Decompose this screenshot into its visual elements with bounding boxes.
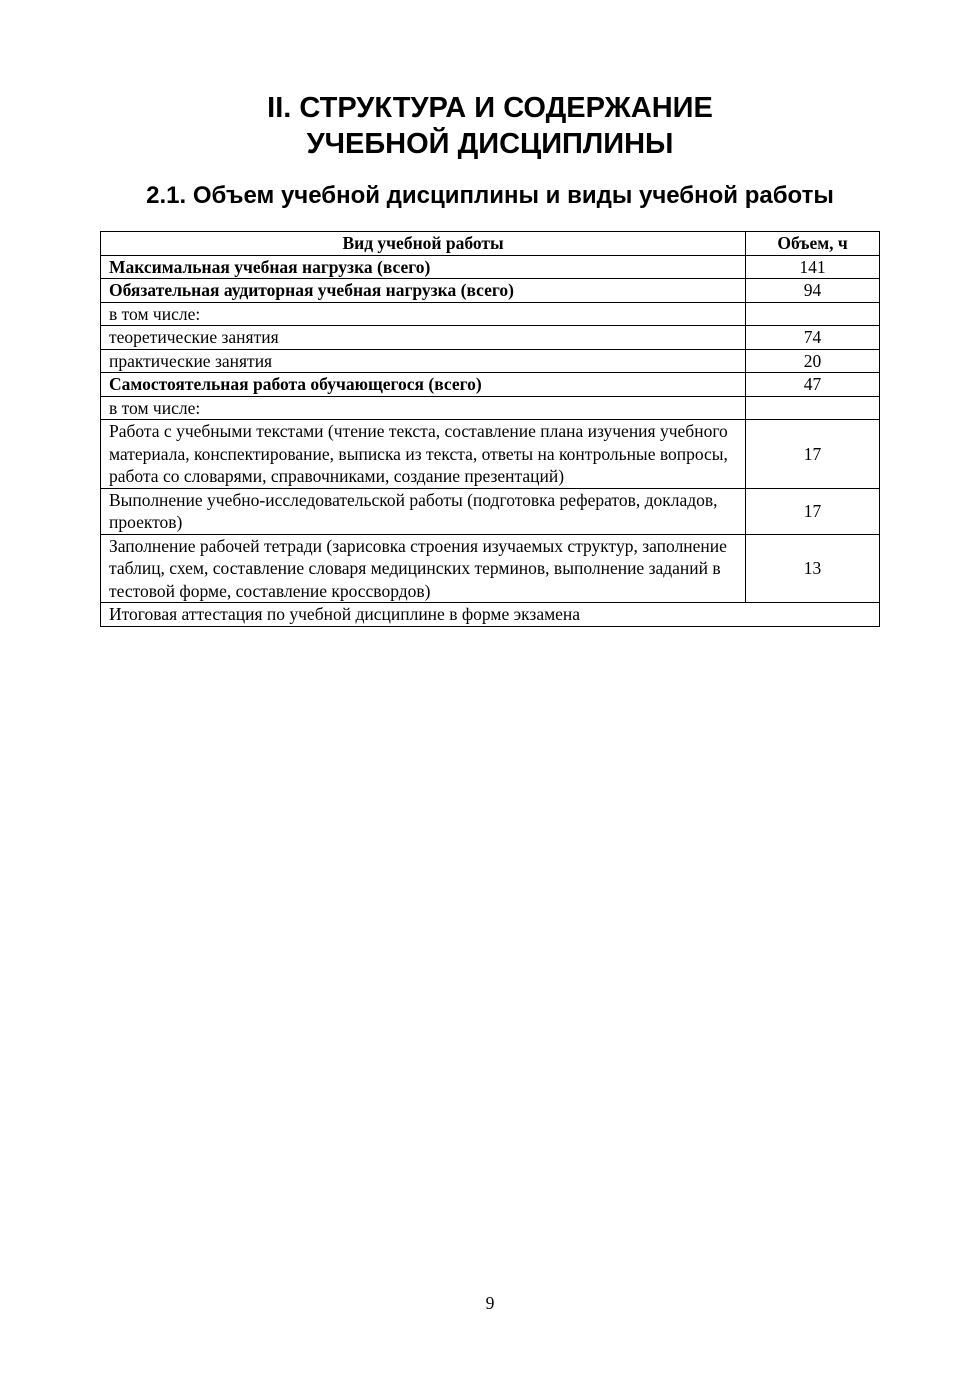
table-row [101,373,880,397]
row-label: Обязательная аудиторная учебная нагрузка (всего) [101,279,746,303]
header-hours: Объем, ч [746,232,880,256]
row-label: Работа с учебными текстами (чтение текста, составление плана изучения учебного материала, конспектирование, выписка из текста, ответы на контрольные вопросы, работа со словарями, справочниками, создание презентаций) [101,420,746,489]
table-row [101,488,880,534]
row-value [746,302,880,326]
row-value: 13 [746,534,880,603]
table-row [101,396,880,420]
row-value: 141 [746,255,880,279]
section-title [0,90,980,162]
subsection-title: 2.1. Объем учебной дисциплины и виды учебной работы [146,182,834,209]
row-label: Заполнение рабочей тетради (зарисовка строения изучаемых структур, заполнение таблиц, схем, составление словаря медицинских терминов, выполнение заданий в тестовой форме, составление кроссвордов) [101,534,746,603]
table-row [101,534,880,603]
row-value: 47 [746,373,880,397]
row-label: Максимальная учебная нагрузка (всего) [101,255,746,279]
final-assessment-row [101,603,880,627]
row-value: 17 [746,420,880,489]
workload-table [100,231,880,627]
final-assessment-label: Итоговая аттестация по учебной дисциплине в форме экзамена [101,603,880,627]
table-row [101,349,880,373]
section-title-line-1: II. СТРУКТУРА И СОДЕРЖАНИЕ [267,92,713,124]
table-row [101,326,880,350]
table-row [101,279,880,303]
row-value [746,396,880,420]
row-value: 17 [746,488,880,534]
header-work-type: Вид учебной работы [101,232,746,256]
row-label: Выполнение учебно-исследовательской работы (подготовка рефератов, докладов, проектов) [101,488,746,534]
section-title-line-2: УЧЕБНОЙ ДИСЦИПЛИНЫ [306,128,674,160]
row-label: Самостоятельная работа обучающегося (всего) [101,373,746,397]
table-header-row [101,232,880,256]
page-number: 9 [485,1293,495,1313]
row-label: в том числе: [101,302,746,326]
row-label: теоретические занятия [101,326,746,350]
table-row [101,420,880,489]
row-value: 20 [746,349,880,373]
row-label: в том числе: [101,396,746,420]
row-value: 94 [746,279,880,303]
row-label: практические занятия [101,349,746,373]
table-row [101,302,880,326]
table-row [101,255,880,279]
row-value: 74 [746,326,880,350]
